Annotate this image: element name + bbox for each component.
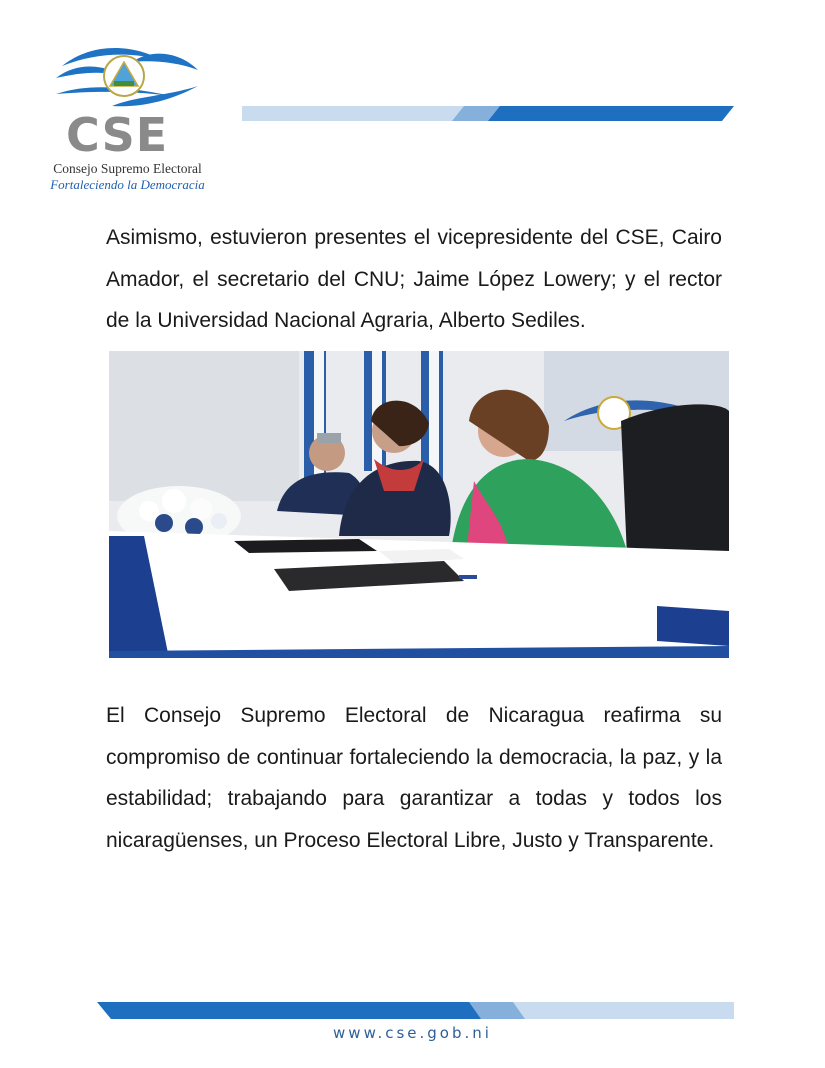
logo-acronym: CSE <box>66 108 169 162</box>
cse-logo <box>40 38 210 198</box>
footer-stripe <box>97 1002 734 1019</box>
footer-website-url[interactable]: www.cse.gob.ni <box>333 1024 492 1042</box>
nicaragua-coat-of-arms-icon <box>52 38 202 118</box>
header-stripe <box>242 106 734 121</box>
signing-ceremony-photo <box>109 351 729 658</box>
paragraph-attendees: Asimismo, estuvieron presentes el vicepresidente del CSE, Cairo Amador, el secretario del CNU; Jaime López Lowery; y el rector de la Universidad Nacional Agraria, Alberto Sediles. <box>106 226 722 332</box>
logo-org-name: Consejo Supremo Electoral <box>53 161 202 176</box>
logo-tagline: Fortaleciendo la Democracia <box>50 177 205 192</box>
paragraph-commitment: El Consejo Supremo Electoral de Nicaragua reafirma su compromiso de continuar fortaleciendo la democracia, la paz, y la estabilidad; trabajando para garantizar a todas y todos los nicaragüenses, un Proceso Electoral Libre, Justo y Transparente. <box>106 704 722 852</box>
